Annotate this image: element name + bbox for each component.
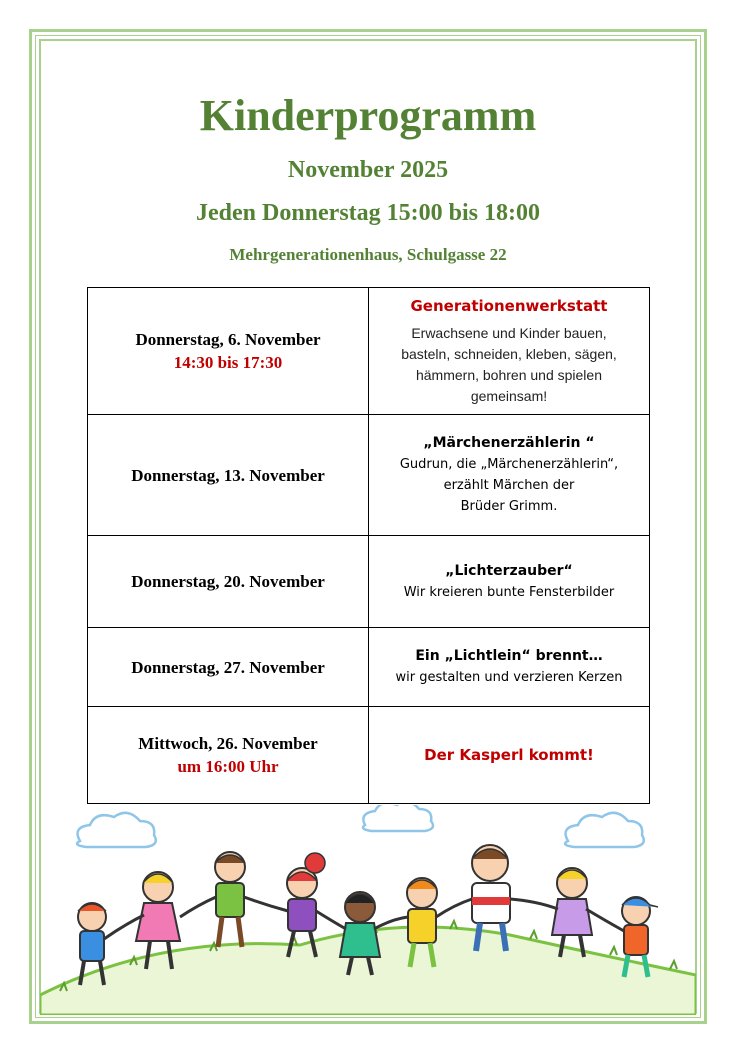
event-date: Donnerstag, 27. November: [131, 657, 325, 677]
event-line: wir gestalten und verzieren Kerzen: [395, 670, 623, 685]
child-figure: [215, 852, 245, 947]
event-line: Erwachsene und Kinder bauen,: [411, 324, 607, 341]
event-date-cell: [88, 628, 369, 707]
event-description-cell: [369, 628, 650, 707]
event-date: Donnerstag, 13. November: [131, 465, 325, 485]
event-date-cell: [88, 536, 369, 628]
event-title: Generationenwerkstatt: [410, 296, 608, 315]
table-row: [88, 707, 650, 804]
event-line: gemeinsam!: [470, 387, 548, 404]
event-line: Wir kreieren bunte Fensterbilder: [403, 584, 615, 600]
event-line: Brüder Grimm.: [460, 499, 558, 514]
children-holding-hands-icon: [40, 805, 696, 1015]
event-title: Ein „Lichtlein“ brennt…: [415, 648, 603, 664]
event-date: Donnerstag, 6. November: [135, 330, 321, 349]
cloud-icon: [77, 813, 156, 847]
event-description-cell: [369, 288, 650, 415]
event-time: um 16:00 Uhr: [177, 757, 279, 776]
event-description-cell: [369, 707, 650, 804]
event-line: Gudrun, die „Märchenerzählerin“,: [399, 457, 619, 472]
event-description-cell: [369, 415, 650, 536]
event-date-cell: [88, 707, 369, 804]
event-date: Donnerstag, 20. November: [131, 572, 325, 591]
cloud-icon: [363, 805, 433, 831]
table-row: [88, 536, 650, 628]
event-date: Mittwoch, 26. November: [138, 734, 318, 753]
event-title: Der Kasperl kommt!: [424, 745, 594, 764]
event-line: hämmern, bohren und spielen: [415, 366, 602, 383]
table-row: [88, 628, 650, 707]
event-date-cell: [88, 288, 369, 415]
schedule-subtitle: Jeden Donnerstag 15:00 bis 18:00: [195, 200, 540, 226]
event-description-cell: [369, 536, 650, 628]
program-table: [87, 287, 650, 804]
event-date-cell: [88, 415, 369, 536]
month-subtitle: November 2025: [287, 157, 449, 183]
event-line: basteln, schneiden, kleben, sägen,: [401, 345, 617, 362]
event-title: „Märchenerzählerin “: [423, 435, 595, 451]
table-row: [88, 415, 650, 536]
child-figure: [552, 868, 592, 957]
event-line: erzählt Märchen der: [443, 478, 575, 493]
table-row: [88, 288, 650, 415]
event-time: 14:30 bis 17:30: [173, 353, 283, 372]
event-title: „Lichterzauber“: [445, 562, 573, 579]
location-subtitle: Mehrgenerationenhaus, Schulgasse 22: [229, 245, 507, 264]
page-title: Kinderprogramm: [199, 91, 537, 140]
cloud-icon: [565, 813, 644, 847]
